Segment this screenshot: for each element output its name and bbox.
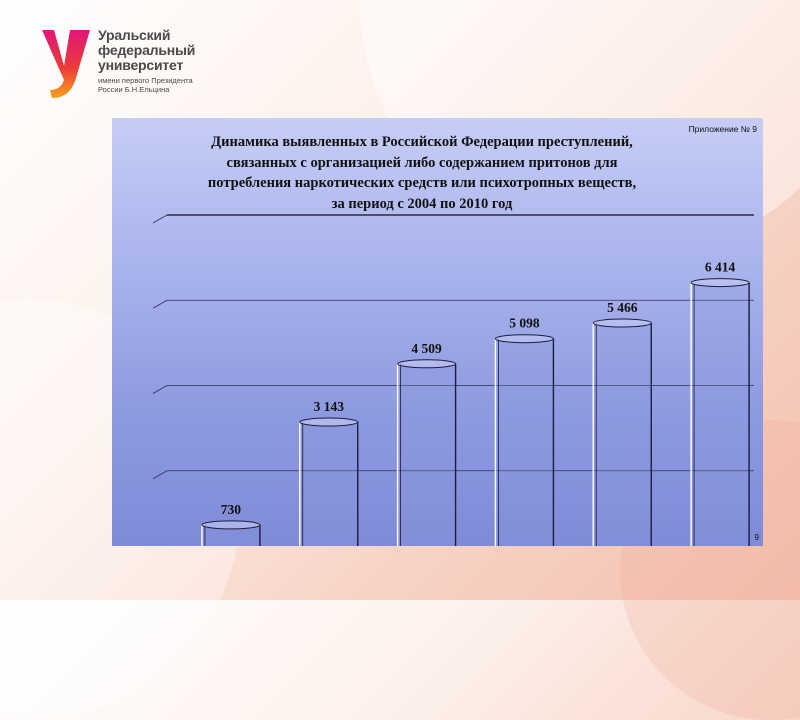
logo-line: университет [98,57,184,73]
chart-title [142,132,702,214]
bar-cylinder-body [495,339,553,546]
chart-title-line: потребления наркотических средств или психотропных веществ, [207,175,637,191]
chart-title-line: Динамика выявленных в Российской Федерации преступлений, [211,134,633,150]
bar-value-label: 730 [220,501,242,517]
bar-value-label: 4 509 [411,340,442,356]
bar-value-label: 3 143 [313,399,344,415]
chart-title-line: за период с 2004 по 2010 год [331,195,513,212]
bar-cylinder-top [300,418,358,426]
grid-tick [153,386,167,394]
chart-slide [112,118,763,546]
chart-title-line: связанных с организацией либо содержанием притонов для [226,154,618,171]
bar-cylinder-body [593,323,651,546]
bar-cylinder-body [691,283,749,546]
bar-cylinder-body [300,422,358,546]
bar-cylinder-top [691,279,749,287]
logo-subtitle: имени первого Президента [98,76,193,85]
bar-cylinder-top [593,319,651,327]
logo-line: Уральский [98,27,171,43]
bar-cylinder-body [398,364,456,546]
bar-cylinder-top [202,521,260,529]
grid-tick [153,215,167,223]
university-logo [40,28,220,108]
grid-tick [153,471,167,479]
logo-text [98,28,228,94]
grid-tick [153,300,167,308]
bar-cylinder-top [398,360,456,368]
bar-cylinder-top [495,335,553,343]
appendix-label: Приложение № 9 [688,124,757,134]
bar-value-label: 6 414 [704,259,736,275]
logo-subtitle: России Б.Н.Ельцина [98,85,170,94]
university-emblem-icon [40,28,94,100]
logo-line: федеральный [98,42,196,58]
bar-value-label: 5 466 [607,300,638,316]
page-number: 9 [754,533,759,542]
bar-value-label: 5 098 [509,315,540,331]
